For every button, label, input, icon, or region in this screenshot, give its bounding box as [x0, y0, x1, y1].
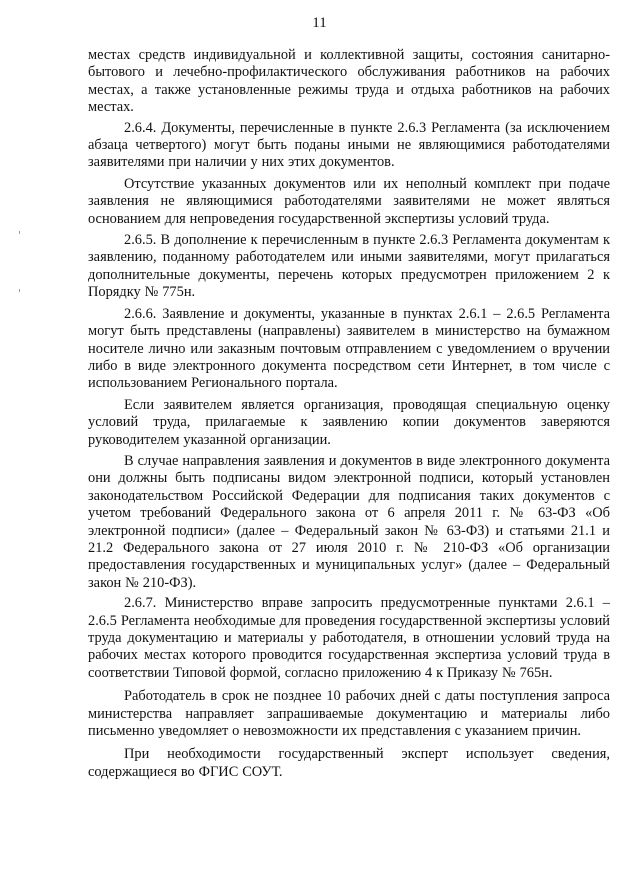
- paragraph-continuation: местах средств индивидуальной и коллективной защиты, состояния санитарно-бытового и лечебно-профилактического обслуживания работников на рабочих местах, а также установленные режимы труда и отдыха работников на рабочих местах.: [88, 47, 610, 116]
- paragraph-state-expert: При необходимости государственный эксперт использует сведения, содержащиеся во ФГИС СОУТ.: [88, 746, 610, 780]
- paragraph-electronic-signature: В случае направления заявления и документов в виде электронного документа они должны быть подписаны видом электронной подписи, который установлен законодательством Российской Федерации для подписания таких документов с учетом требований Федерального закона от 6 апреля 2011 г. № 63-ФЗ «Об электронной подписи» (далее – Федеральный закон № 63-ФЗ) и статьями 21.1 и 21.2 Федерального закона от 27 июля 2010 г. № 210-ФЗ «Об организации предоставления государственных и муниципальных услуг» (далее – Федеральный закон № 210-ФЗ).: [88, 452, 610, 591]
- paragraph-organization-copies: Если заявителем является организация, проводящая специальную оценку условий труда, прилагаемые к заявлению копии документов заверяются руководителем указанной организации.: [88, 396, 610, 448]
- paragraph-2-6-5: 2.6.5. В дополнение к перечисленным в пункте 2.6.3 Регламента документам к заявлению, поданному работодателем или иными заявителями, могут прилагаться дополнительные документы, перечень которых предусмотрен приложением 2 к Порядку № 775н.: [88, 232, 610, 301]
- paragraph-2-6-7: 2.6.7. Министерство вправе запросить предусмотренные пунктами 2.6.1 – 2.6.5 Регламента необходимые для проведения государственной экспертизы условий труда документацию и материалы у работодателя, в отношении условий труда на рабочих местах которого проводится государственная экспертиза условий труда в соответствии Типовой формой, согласно приложению 4 к Приказу № 765н.: [88, 595, 610, 681]
- page-number: 11: [312, 15, 327, 31]
- paragraph-employer-deadline: Работодатель в срок не позднее 10 рабочих дней с даты поступления запроса министерства направляет запрашиваемые документацию и материалы либо письменно уведомляет о невозможности их представления с указанием причин.: [88, 688, 610, 740]
- paragraph-absence-of-documents: Отсутствие указанных документов или их неполный комплект при подаче заявления не являющимися работодателями заявителями не может являться основанием для непроведения государственной экспертизы условий труда.: [88, 175, 610, 227]
- document-body: [88, 47, 610, 781]
- paragraph-2-6-4: 2.6.4. Документы, перечисленные в пункте 2.6.3 Регламента (за исключением абзаца четвертого) могут быть поданы иными не являющимися работодателями заявителями при наличии у них этих документов.: [88, 119, 610, 171]
- paragraph-2-6-6: 2.6.6. Заявление и документы, указанные в пунктах 2.6.1 – 2.6.5 Регламента могут быть представлены (направлены) заявителем в министерство на бумажном носителе лично или заказным почтовым отправлением с уведомлением о вручении либо в виде электронного документа посредством сети Интернет, в том числе с использованием Регионального портала.: [88, 305, 610, 392]
- scan-margin-mark: [19, 289, 20, 292]
- scan-margin-mark: [19, 231, 20, 234]
